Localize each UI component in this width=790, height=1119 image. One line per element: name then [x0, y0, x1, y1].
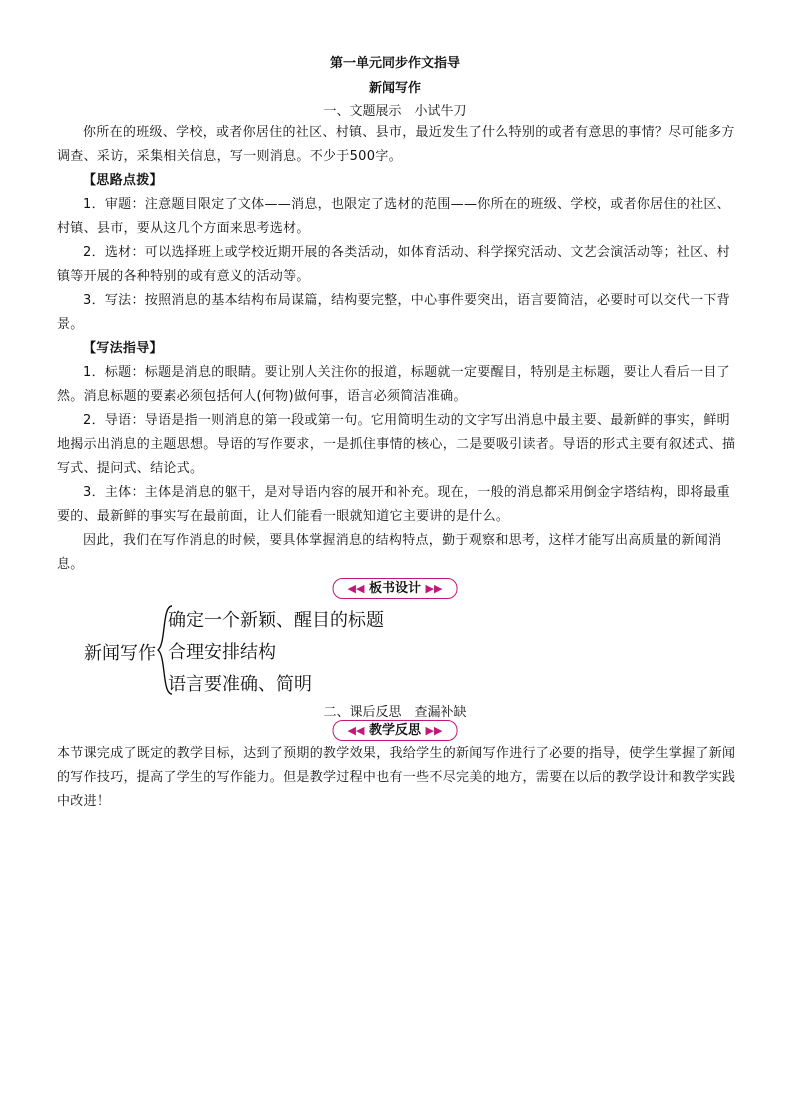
double-right-arrow-icon: ▶▶ — [425, 582, 443, 595]
section1-title: 一、文题展示 小试牛刀 — [323, 104, 467, 119]
reflection-badge — [333, 720, 458, 741]
guidance-conclusion: 因此，我们在写作消息的时候，要具体掌握消息的结构特点，勤于观察和思考，这样才能写出高质量的新闻消息。 — [57, 533, 722, 572]
reflection-badge-label: 教学反思 — [368, 723, 422, 738]
guidance-item: 3．主体：主体是消息的躯干，是对导语内容的展开和补充。现在，一般的消息都采用倒金字塔结构，即将最重要的、最新鲜的事实写在最前面，让人们能看一眼就知道它主要讲的是什么。 — [57, 485, 730, 524]
main-content — [57, 121, 743, 577]
board-item: 确定一个新颖、醒目的标题 — [168, 610, 384, 631]
double-left-arrow-icon: ◀◀ — [347, 582, 365, 595]
double-right-arrow-icon: ▶▶ — [425, 724, 443, 737]
board-design-badge-label: 板书设计 — [368, 581, 422, 596]
unit-title: 第一单元同步作文指导 — [329, 56, 460, 71]
board-design-badge — [333, 578, 458, 599]
thinking-item: 1．审题：注意题目限定了文体——消息，也限定了选材的范围——你所在的班级、学校，或者你居住的社区、村镇、县市，要从这几个方面来思考选材。 — [57, 197, 730, 236]
double-left-arrow-icon: ◀◀ — [347, 724, 365, 737]
board-design — [84, 604, 544, 696]
board-item: 合理安排结构 — [168, 642, 276, 663]
section2-title: 二、课后反思 查漏补缺 — [323, 705, 467, 720]
guidance-item: 2．导语：导语是指一则消息的第一段或第一句。它用简明生动的文字写出消息中最主要、最新鲜的事实，鲜明地揭示出消息的主题思想。导语的写作要求，一是抓住事情的核心，二是要吸引读者。导语的形式主要有叙述式、描写式、提问式、结论式。 — [57, 413, 736, 476]
topic-title: 新闻写作 — [368, 81, 421, 96]
prompt-paragraph: 你所在的班级、学校，或者你居住的社区、村镇、县市，最近发生了什么特别的或者有意思的事情？尽可能多方调查、采访，采集相关信息，写一则消息。不少于500字。 — [57, 125, 735, 164]
thinking-item: 3．写法：按照消息的基本结构布局谋篇，结构要完整，中心事件要突出，语言要简洁，必要时可以交代一下背景。 — [57, 293, 730, 332]
board-item: 语言要准确、简明 — [168, 674, 312, 695]
guidance-title: 【写法指导】 — [83, 341, 163, 356]
thinking-item: 2．选材：可以选择班上或学校近期开展的各类活动，如体育活动、科学探究活动、文艺会演活动等；社区、村镇等开展的各种特别的或有意义的活动等。 — [57, 245, 730, 284]
guidance-item: 1．标题：标题是消息的眼睛。要让别人关注你的报道，标题就一定要醒目，特别是主标题，要让人看后一目了然。消息标题的要素必须包括何人(何物)做何事，语言必须简洁准确。 — [57, 365, 730, 404]
reflection-text: 本节课完成了既定的教学目标，达到了预期的教学效果，我给学生的新闻写作进行了必要的指导，使学生掌握了新闻的写作技巧，提高了学生的写作能力。但是教学过程中也有一些不尽完美的地方，需要在以后的教学设计和教学实践中改进！ — [57, 746, 736, 809]
board-label: 新闻写作 — [84, 643, 156, 664]
thinking-title: 【思路点拨】 — [83, 173, 163, 188]
